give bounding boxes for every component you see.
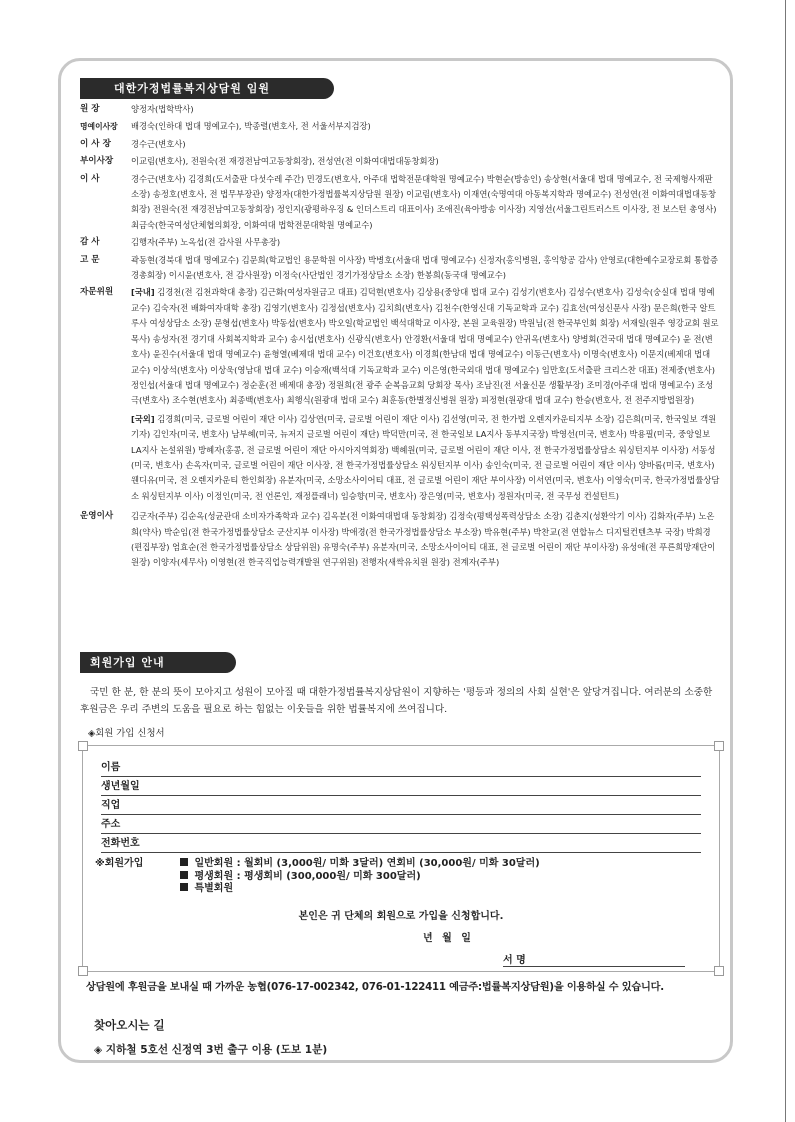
officer-names: 양정자(법학박사) — [131, 104, 194, 114]
officers-section-title: 대한가정법률복지상담원 임원 — [80, 78, 334, 99]
officer-row-advisors — [80, 285, 720, 507]
advisors-domestic — [131, 285, 720, 408]
form-corner-ornament — [78, 966, 88, 976]
advisor-groups — [131, 285, 720, 507]
date-line[interactable]: 년 월 일 — [423, 933, 474, 944]
officer-names: 곽동현(경북대 법대 명예교수) 김문희(학교법인 용문학원 이사장) 박병호(서울대 법대 명예교수) 신정자(홍익병원, 홍익항공 감사) 안영로(대한예수교장로회 통합증경총회장) 이시윤(변호사, 전 감사원장) 이정숙(사단법인 경기가정상담소 소장) 한봉희(동국대 명예교수) — [131, 254, 719, 281]
form-label: ◈회원 가입 신청서 — [88, 728, 165, 739]
name-field[interactable]: 이름 — [101, 759, 701, 777]
membership-option-list — [180, 858, 539, 896]
domestic-advisor-names: 김경천(전 김천과학대 총장) 김근화(여성자원금고 대표) 김덕현(변호사) 김상용(중앙대 법대 교수) 김성기(변호사) 김성수(변호사) 김성숙(숭실대 법대 명예교수) 김숙자(전 배화여자대학 총장) 김영기(변호사) 김정섭(변호사) 김치희(변호사) 김천수(한영신대 기독교학과 교수) 김효선(여성신문사 사장) 문은희(한국 알트루사 여성상담소 소장) 문형섭(변호사) 박동섭(변호사) 박오일(학교법인 백석대학교 이사장, 본원 교육원장) 박원님(전 한국부인회 회장) 서재일(원주 영강교회 원로목사) 송성자(전 경기대 사회복지학과 교수) 송시섭(변호사) 신광식(변호사) 안경환(서울대 법대 명예교수) 안귀옥(변호사) 양병회(건국대 법대 명예교수) 윤 전(변호사) 윤진수(서울대 법대 명예교수) 윤형열(베제대 법대 교수) 이건호(변호사) 이경희(한남대 법대 명예교수) 이동근(변호사) 이명숙(변호사) 이문지(베제대 법대 교수) 이상석(변호사) 이상욱(영남대 법대 교수) 이승재(백석대 기독교학과 교수) 이은영(한국외대 법대 명예교수) 임만호(도서출판 크리스찬 대표) 전제중(변호사) 정인섭(서울대 법대 명예교수) 정순훈(전 배제대 총장) 정원희(전 광주 순복음교회 당회장 목사) 조남진(전 서울신문 생활부장) 조미경(아주대 법대 명예교수) 조성극(변호사) 조수현(변호사) 최종백(변호사) 최행식(원광대 법대 교수) 최훈동(한별정신병원 원장) 피정현(원광대 법대 교수) 한승(변호사, 전 전주지방법원장) — [131, 287, 719, 406]
officer-names: 김행자(주부) 노옥섭(전 감사원 사무총장) — [131, 237, 281, 248]
officer-row-chairman — [80, 137, 720, 152]
membership-options — [95, 858, 540, 896]
membership-title: ※회원가입 — [95, 858, 144, 869]
officer-role: 이 사 — [80, 173, 100, 184]
officer-names: 김군자(주부) 김순옥(성균관대 소비자가족학과 교수) 김옥분(전 이화여대법대 동창회장) 김정숙(평택성폭력상담소 소장) 김춘지(성환악기 이사) 김화자(주부) 노온희(약사) 박순임(전 한국가정법률상담소 군산지부 이사장) 박애경(전 한국가정법률상담소 부소장) 박유현(주부) 박찬교(전 연합뉴스 디지털컨텐츠부 국장) 박희경(편집부장) 엄효순(전 한국가정법률상담소 상담위원) 유명숙(주부) 유분자(미국, 소망소사이어티 대표, 전 글로벌 어린이 재단 부이사장) 유성애(전 푸른희망재단이 원장) 이양자(세무사) 이영현(전 한국직업능력개발원 연구위원) 전행자(새싹유치원 원장) 전계자(주부) — [131, 511, 716, 568]
officer-role: 운영이사 — [80, 511, 114, 522]
overseas-tag: [국외] — [131, 413, 155, 424]
domestic-tag: [국내] — [131, 287, 155, 298]
officer-role: 자문위원 — [80, 287, 114, 298]
officers-list — [80, 102, 720, 573]
apply-statement: 본인은 귀 단체의 회원으로 가입을 신청합니다. — [298, 911, 504, 922]
checkbox-icon[interactable] — [180, 883, 188, 891]
officer-row-directors — [80, 172, 720, 234]
form-corner-ornament — [714, 966, 724, 976]
officer-role: 원 장 — [80, 104, 100, 114]
option-lifetime[interactable] — [180, 871, 539, 884]
directions-subway: ◈ 지하철 5호선 신정역 3번 출구 이용 (도보 1분) — [94, 1044, 328, 1056]
officer-row-counselors — [80, 253, 720, 284]
option-special-label: 특별회원 — [194, 883, 234, 894]
option-general[interactable] — [180, 858, 539, 871]
officer-row-director — [80, 102, 720, 117]
officer-names: 경수근(변호사) — [131, 138, 186, 149]
occupation-field[interactable]: 직업 — [101, 797, 701, 815]
officer-row-vice-chairman — [80, 154, 720, 169]
membership-form — [82, 745, 720, 972]
directions-title: 찾아오시는 길 — [94, 1018, 165, 1032]
address-field[interactable]: 주소 — [101, 816, 701, 834]
option-special[interactable] — [180, 883, 539, 896]
officer-role: 고 문 — [80, 254, 100, 265]
officer-role: 명예이사장 — [80, 122, 118, 132]
form-corner-ornament — [78, 741, 88, 751]
signature-field[interactable] — [503, 951, 685, 967]
officer-row-honorary-chair — [80, 119, 720, 134]
membership-intro: 국민 한 분, 한 분의 뜻이 모아지고 성원이 모아질 때 대한가정법률복지상담원이 지향하는 '평등과 정의의 사회 실현'은 앞당겨집니다. 여러분의 소중한 후원금은 우리 주변의 도움을 필요로 하는 힘없는 이웃들을 위한 법률복지에 쓰여집니다. — [80, 687, 713, 715]
phone-field[interactable]: 전화번호 — [101, 835, 701, 853]
officer-role: 감 사 — [80, 237, 100, 248]
overseas-advisor-names: 김경희(미국, 글로벌 어린이 재단 이사) 김상연(미국, 글로벌 어린이 재단 이사) 김선영(미국, 전 한가법 오렌지카운티지부 소장) 김은희(미국, 한국일보 객원기자) 김인자(미국, 변호사) 남부혜(미국, 뉴저지 글로벌 어린이 재단) 박덕만(미국, 전 한국일보 LA지사 동부지국장) 박영선(미국, 변호사) 박용필(미국, 중앙일보 LA지사 논설위원) 방혜자(홍콩, 전 글로벌 어린이 재단 아시아지역회장) 백혜원(미국, 글로벌 어린이 재단 이사, 전 한국가정법률상담소 워싱턴지부 이사장) 서동성(미국, 변호사) 손옥자(미국, 글로벌 어린이 재단 이사장, 전 한국가정법률상담소 워싱턴지부 이사) 송인숙(미국, 전 글로벌 어린이 재단 이사) 양바롬(미국, 변호사) 웬디유(미국, 전 오렌지카운티 한인회장) 유분자(미국, 소망소사이어티 대표, 전 글로벌 어린이 재단 부이사장) 이서연(미국, 변호사) 이영숙(미국, 한국가정법률상담소 워싱턴지부 이사) 이정인(미국, 전 언론인, 재정플래너) 임승향(미국, 변호사) 장은영(미국, 변호사) 정원자(미국, 전 국무성 컨설턴트) — [131, 413, 720, 501]
officer-names: 경수근(변호사) 김경희(도서출판 다섯수레 주간) 민경도(변호사, 아주대 법학전문대학원 명예교수) 박현순(방송인) 송상현(서울대 법대 명예교수, 전 국제형사재판소장) 송정호(변호사, 전 법무부장관) 양정자(대한가정법률복지상담원 원장) 이교림(변호사) 이재연(숙명여대 아동복지학과 명예교수) 전성연(전 이화여대법대동창회장) 전원숙(전 재경전남여고동창회장) 정인지(광평하우징 & 인더스트리 대표이사) 조애진(육아방송 이사장) 지영선(서울그린트러스트 이사장, 전 보스턴 총영사) 최금숙(한국여성단체협의회장, 이화여대 법학전문대학원 명예교수) — [131, 173, 717, 230]
checkbox-icon[interactable] — [180, 871, 188, 879]
bank-info: 상담원에 후원금을 보내실 때 가까운 농협(076-17-002342, 076-01-122411 예금주:법률복지상담원)을 이용하실 수 있습니다. — [86, 982, 664, 993]
page-edge-line — [785, 0, 786, 1122]
officer-row-auditors — [80, 235, 720, 250]
officer-names: 배경숙(인하대 법대 명예교수), 박종렬(변호사, 전 서울서부지검장) — [131, 121, 371, 132]
signature-label: 서 명 — [503, 955, 526, 966]
option-general-label: 일반회원 : 월회비 (3,000원/ 미화 3달러) 연회비 (30,000원/ 미화 30달러) — [194, 858, 540, 869]
membership-section-title: 회원가입 안내 — [80, 652, 236, 673]
officer-role: 부이사장 — [80, 156, 114, 167]
birthdate-field[interactable]: 생년월일 — [101, 778, 701, 796]
officer-row-operating — [80, 509, 720, 571]
officer-names: 이교림(변호사), 전원숙(전 재경전남여고동창회장), 전성연(전 이화여대법대동창회장) — [131, 156, 439, 167]
advisors-overseas — [131, 412, 720, 504]
checkbox-icon[interactable] — [180, 858, 188, 866]
officer-role: 이 사 장 — [80, 138, 111, 149]
option-lifetime-label: 평생회원 : 평생회비 (300,000원/ 미화 300달러) — [194, 870, 421, 882]
form-corner-ornament — [714, 741, 724, 751]
